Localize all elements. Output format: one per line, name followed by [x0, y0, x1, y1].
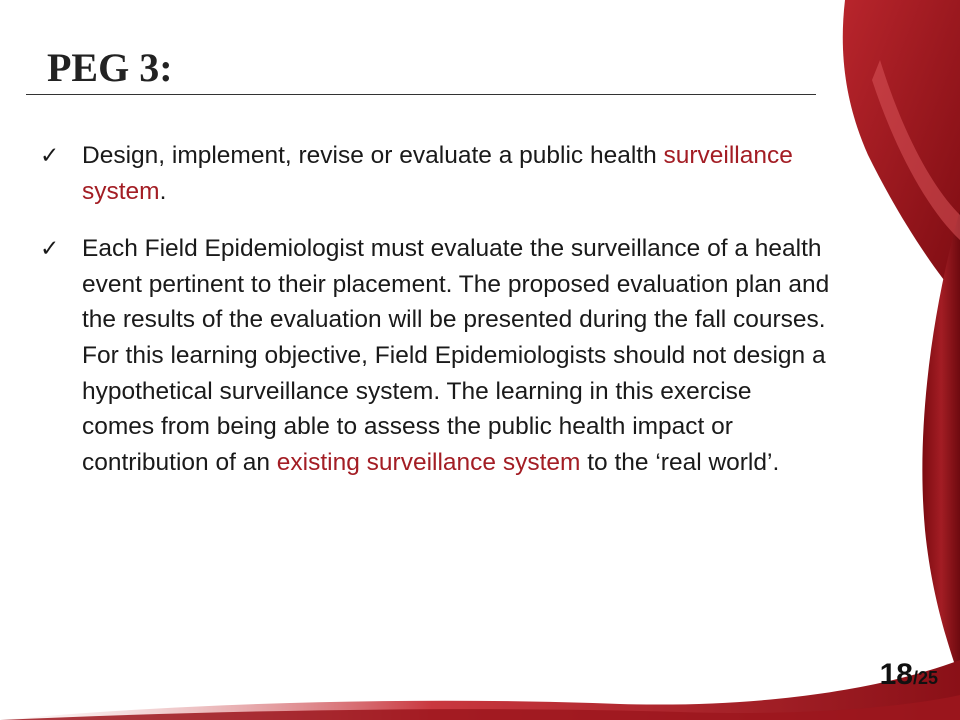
page-total: /25: [912, 668, 938, 688]
bullet-text-end: .: [159, 177, 167, 205]
bullet-text-end: to the ‘real world’.: [580, 448, 780, 476]
title-divider: [26, 94, 816, 95]
checkmark-icon: ✓: [40, 142, 60, 168]
checkmark-icon: ✓: [40, 235, 60, 262]
slide-title: PEG 3:: [47, 45, 173, 90]
page-current: 18: [879, 658, 913, 691]
bullet-item: [40, 231, 830, 480]
page-number: [880, 658, 938, 692]
bullet-text: Design, implement, revise or evaluate a public health: [82, 142, 664, 169]
bullet-highlight: existing surveillance system: [276, 448, 581, 476]
bullet-list: [40, 138, 830, 502]
bullet-highlight: surveillance system: [82, 142, 793, 205]
bullet-text: Each Field Epidemiologist must evaluate the surveillance of a health event pertinent to their placement. The proposed evaluation plan and the results of the evaluation will be presented during the fall courses. For this learning objective, Field Epidemiologists should not design a hypothetical surveillance system. The learning in this exercise comes from being able to assess the public health impact or contribution of an: [82, 235, 830, 476]
bullet-item: [40, 138, 830, 209]
